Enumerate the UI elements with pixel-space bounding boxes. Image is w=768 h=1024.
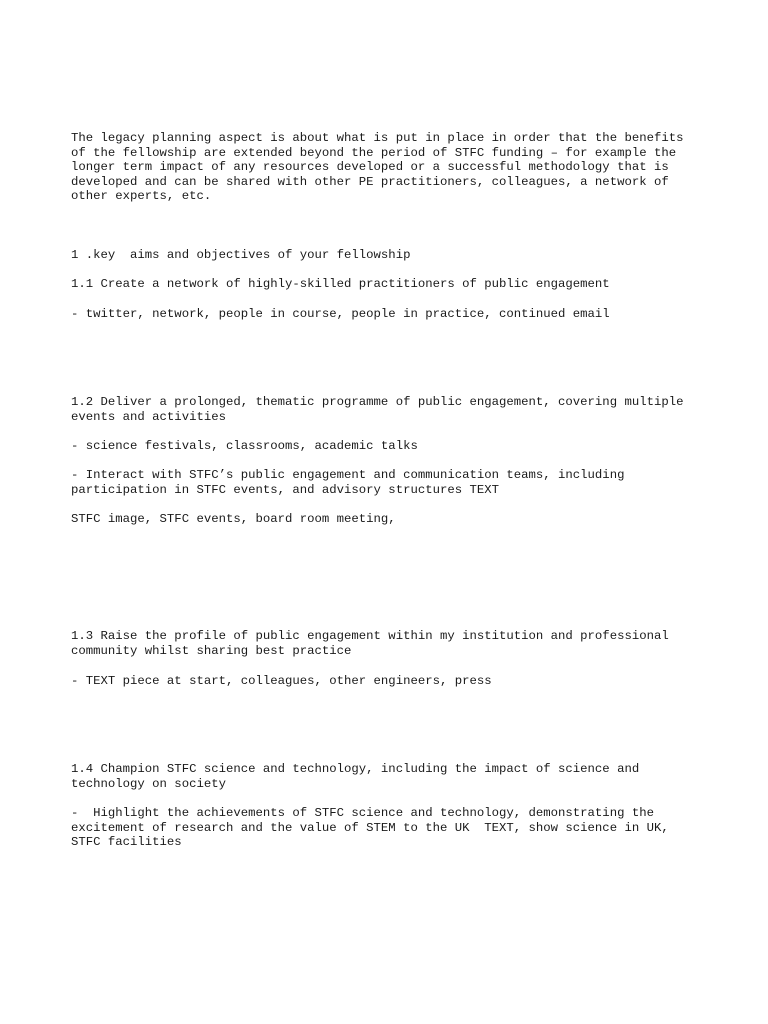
aim-1-2-title: 1.2 Deliver a prolonged, thematic programme of public engagement, covering multiple events and activities [71,395,684,424]
aim-1-3-note: - TEXT piece at start, colleagues, other engineers, press [71,674,492,688]
intro-paragraph: The legacy planning aspect is about what is put in place in order that the benefits of the fellowship are extended beyond the period of STFC funding – for example the longer term impact of any resources developed or a successful methodology that is developed and can be shared with other PE practitioners, colleagues, a network of other experts, etc. [71,131,684,204]
aim-1-4-note: - Highlight the achievements of STFC science and technology, demonstrating the excitement of research and the value of STEM to the UK TEXT, show science in UK, STFC facilities [71,806,669,850]
section-heading: 1 .key aims and objectives of your fellowship [71,248,411,262]
aim-1-2-note-2: - Interact with STFC’s public engagement and communication teams, including participation in STFC events, and advisory structures TEXT [71,468,625,497]
aim-1-1-title: 1.1 Create a network of highly-skilled practitioners of public engagement [71,277,610,291]
aim-1-4-title: 1.4 Champion STFC science and technology, including the impact of science and technology on society [71,762,640,791]
aim-1-2-note-3: STFC image, STFC events, board room meeting, [71,512,396,526]
aim-1-3-title: 1.3 Raise the profile of public engagement within my institution and professional community whilst sharing best practice [71,629,669,658]
aim-1-2-note-1: - science festivals, classrooms, academic talks [71,439,418,453]
aim-1-1-note: - twitter, network, people in course, people in practice, continued email [71,307,610,321]
